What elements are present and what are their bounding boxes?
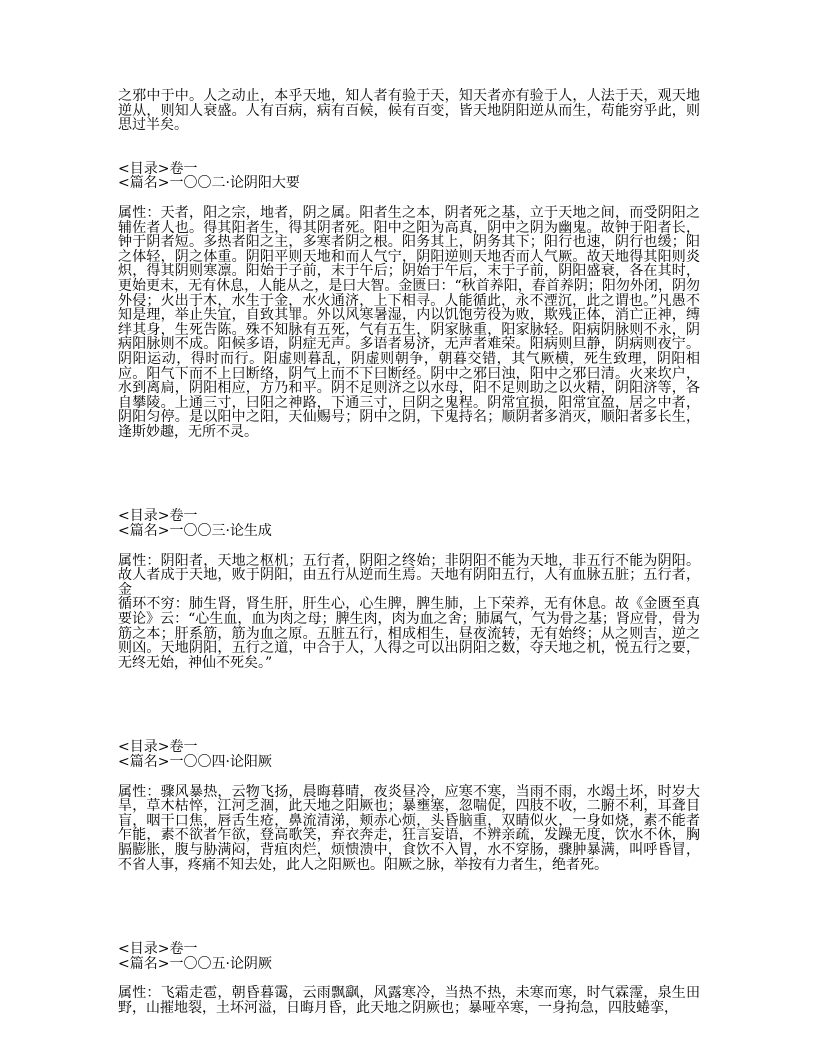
- toc-line: <目录>卷一: [118, 941, 198, 958]
- section-paragraph: 属性：骤风暴热，云物飞扬，晨晦暮晴，夜炎昼冷，应寒不寒，当雨不雨，水竭土坏，时岁大旱，草木枯悴，江河乏涸，此天地之阳厥也；暴壅塞，忽喘促，四肢不收，二腑不利，耳聋目盲，咽干口焦，唇舌生疮，鼻流清涕，颊赤心烦，头昏脑重，双睛似火，一身如烧，素不能者乍能，素不欲者乍欲，登高歌笑，弃衣奔走，狂言妄语，不辨亲疏，发躁无度，饮水不休，胸膈膨胀，腹与胁满闷，背疽肉烂，烦愦溃中，食饮不入胃，水不穿肠，骤肿暴满，叫呼昏冒，不省人事，疼痛不知去处，此人之阳厥也。阳厥之脉，举按有力者生，绝者死。: [118, 783, 700, 873]
- section-1003: [118, 509, 700, 670]
- toc-line: <目录>卷一: [118, 160, 198, 177]
- section-title: <篇名>一〇〇三·论生成: [118, 523, 272, 540]
- leading-paragraph: 之邪中于中。人之动止，本乎天地，知人者有验于天，知天者亦有验于人，人法于天，观天地逆从，则知人衰盛。人有百病，病有百候，候有百变，皆天地阴阳逆从而生，苟能穷乎此，则思过半矣。: [118, 88, 700, 134]
- section-body: [118, 986, 700, 1015]
- section-paragraph: 属性：阴阳者，天地之枢机；五行者，阴阳之终始；非阴阳不能为天地，非五行不能为阴阳。故人者成于天地，败于阴阳，由五行从逆而生焉。天地有阴阳五行，人有血脉五脏；五行者，金: [118, 552, 700, 598]
- section-body: [118, 206, 700, 440]
- section-title: <篇名>一〇〇五·论阴厥: [118, 955, 272, 972]
- section-paragraph: 循环不穷：肺生肾，肾生肝，肝生心，心生脾，脾生肺，上下荣养，无有休息。故《金匮至真要论》云：“心生血，血为肉之母；脾生肉，肉为血之舍；肺属气，气为骨之基；肾应骨，骨为筋之本；肝系筋，筋为血之原。五脏五行，相成相生，昼夜流转，无有始终；从之则吉，逆之则凶。天地阴阳，五行之道，中合于人，人得之可以出阴阳之数，夺天地之机，悦五行之要，无终无始，神仙不死矣。”: [118, 596, 700, 671]
- section-body: [118, 554, 700, 671]
- section-title: <篇名>一〇〇二·论阴阳大要: [118, 175, 300, 192]
- section-body: [118, 785, 700, 873]
- section-title: <篇名>一〇〇四·论阳厥: [118, 754, 272, 770]
- section-1005: [118, 942, 700, 1015]
- toc-line: <目录>卷一: [118, 739, 198, 756]
- section-1002: [118, 162, 700, 440]
- section-paragraph: 属性：飞霜走雹，朝昏暮霭，云雨飘飖，风露寒冷，当热不热，未寒而寒，时气霖霪，泉生田野，山摧地裂，土坏河溢，日晦月昏，此天地之阴厥也；暴哑卒寒，一身拘急，四肢蜷挛，: [118, 985, 700, 1016]
- section-1004: [118, 740, 700, 872]
- section-paragraph: 属性：天者，阳之宗，地者，阴之属。阳者生之本，阴者死之基，立于天地之间，而受阴阳之辅佐者人也。得其阳者生，得其阴者死。阳中之阳为高真，阴中之阴为幽鬼。故钟于阳者长，钟于阴者短。多热者阳之主，多寒者阴之根。阳务其上，阴务其下；阳行也速，阴行也缓；阳之体轻，阴之体重。阴阳平则天地和而人气宁，阴阳逆则天地否而人气厥。故天地得其阳则炎炽，得其阴则寒凛。阳始于子前，末于午后；阴始于午后，末于子前，阴阳盛衰，各在其时，更始更末，无有休息，人能从之，是曰大智。金匮曰：“秋首养阳，春首养阴；阳勿外闭，阴勿外侵；火出于木，水生于金，水火通济，上下相寻。人能循此，永不湮沉，此之谓也。”凡愚不知是理，举止失宜，自致其罪。外以风寒暑湿，内以饥饱劳役为败，欺残正体，消亡正神，缚绊其身，生死告陈。殊不知脉有五死，气有五生，阴家脉重，阳家脉轻。阳病阴脉则不永，阴病阳脉则不成。阳候多语，阴症无声。多语者易济，无声者难荣。阳病则旦静，阴病则夜宁。阴阳运动，得时而行。阳虚则暮乱，阴虚则朝争，朝暮交错，其气厥横，死生致理，阴阳相应。阳气下而不上曰断络，阴气上而不下曰断经。阴中之邪曰浊，阳中之邪曰清。火来坎户，水到离扃，阴阳相应，方乃和平。阴不足则济之以水母，阳不足则助之以火精，阴阳济等，各自攀陵。上通三寸，曰阳之神路，下通三寸，曰阴之鬼程。阴常宜损，阳常宜盈，居之中者，阴阳匀停。是以阳中之阳，天仙赐号；阴中之阴，下鬼持名；顺阴者多消灭，顺阳者多长生，逢斯妙趣，无所不灵。: [118, 204, 700, 440]
- toc-line: <目录>卷一: [118, 508, 198, 525]
